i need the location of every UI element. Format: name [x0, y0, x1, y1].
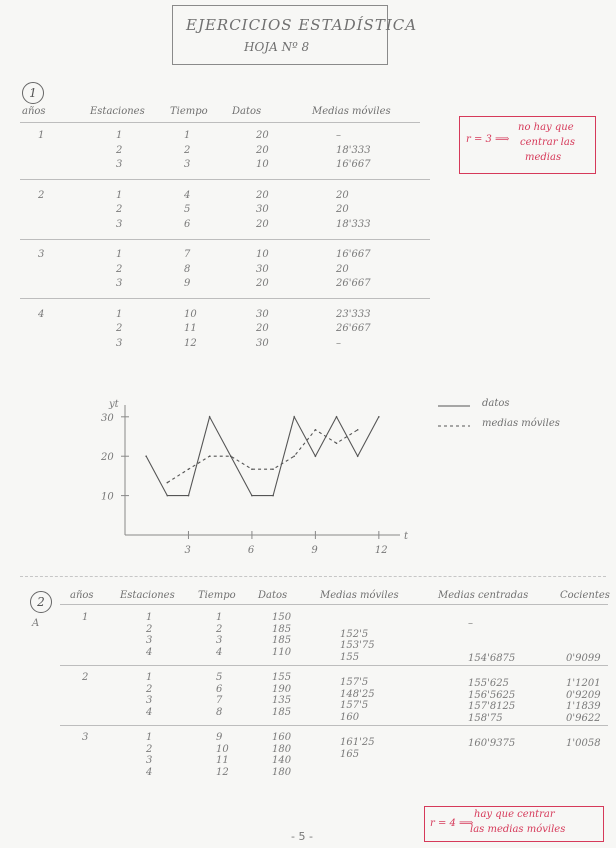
- ex2-row-dato: 190: [272, 683, 292, 695]
- ex2-row-media: 157'5: [340, 700, 369, 711]
- ex2-row-media-centrada: 155'625: [468, 678, 509, 689]
- ex1-row-estacion: 2: [116, 144, 123, 156]
- ex2-row-estacion: 4: [146, 706, 153, 718]
- note2-line2: hay que centrar: [474, 809, 555, 820]
- medias-point: [357, 429, 359, 431]
- ex2-row-tiempo: 7: [216, 695, 223, 706]
- medias-point: [336, 442, 338, 444]
- ex2-row-cociente: 1'1201: [566, 678, 601, 689]
- ex2-row-dato: 110: [272, 646, 292, 658]
- ex1-row-tiempo: 5: [184, 204, 191, 215]
- medias-point: [272, 468, 274, 470]
- ex2-row-media: 160: [340, 711, 360, 723]
- datos-point: [145, 455, 147, 457]
- ex1-row-estacion: 1: [116, 308, 123, 320]
- ex2-row-cociente: 1'0058: [566, 738, 601, 749]
- ex1-group-rule: [20, 298, 430, 299]
- ex2-row-tiempo: 1: [216, 612, 223, 623]
- ex2-row-tiempo: 2: [216, 623, 223, 635]
- ex2-row-dato: 135: [272, 695, 292, 706]
- ex1-row-estacion: 2: [116, 204, 123, 215]
- x-axis-label: t: [404, 531, 409, 542]
- ex2-row-tiempo: 10: [216, 743, 229, 755]
- note2-line1: r = 4 ⟹: [430, 818, 474, 829]
- ex2-row-cociente: 0'9209: [566, 689, 601, 701]
- ex2-row-tiempo: 5: [216, 672, 223, 683]
- ex1-row-dato: 20: [256, 130, 269, 141]
- ex1-row-dato: 30: [256, 337, 269, 349]
- ex2-row-media: 161'25: [340, 737, 375, 748]
- ex1-row-media: 23'333: [336, 308, 371, 320]
- ex2-row-estacion: 3: [146, 755, 153, 766]
- title-box: [172, 5, 388, 65]
- medias-point: [315, 429, 317, 431]
- ex2-row-tiempo: 8: [216, 706, 223, 718]
- ex1-row-estacion: 3: [116, 218, 123, 230]
- y-tick-label: 10: [101, 491, 114, 503]
- x-tick-label: 3: [184, 545, 191, 556]
- ex2-row-tiempo: 6: [216, 683, 223, 695]
- ex2-row-media: 155: [340, 651, 360, 663]
- ex2-col-header: Tiempo: [198, 590, 236, 601]
- ex2-col-header: Datos: [258, 590, 288, 601]
- ex2-row-estacion: 3: [146, 695, 153, 706]
- ex1-row-estacion: 1: [116, 189, 123, 201]
- ex1-row-media: 16'667: [336, 249, 371, 260]
- ex2-row-tiempo: 9: [216, 732, 223, 743]
- ex2-row-estacion: 4: [146, 646, 153, 658]
- ex2-row-cociente: 0'9099: [566, 652, 601, 664]
- exercise-1-number: 1: [22, 82, 44, 104]
- ex2-row-estacion: 4: [146, 766, 153, 778]
- ex1-row-tiempo: 4: [184, 189, 191, 201]
- x-tick-label: 12: [374, 545, 388, 556]
- ex1-header-rule: [20, 122, 420, 123]
- ex1-row-tiempo: 9: [184, 278, 191, 289]
- ex1-row-estacion: 3: [116, 278, 123, 289]
- y-axis-label: yt: [109, 399, 119, 410]
- ex1-row-tiempo: 11: [184, 323, 197, 334]
- datos-point: [315, 455, 317, 457]
- ex1-row-dato: 20: [256, 323, 269, 334]
- ex2-row-tiempo: 3: [216, 635, 223, 646]
- ex1-row-year: 4: [38, 308, 45, 320]
- ex1-row-media: 20: [336, 189, 349, 201]
- ex1-row-media: 18'333: [336, 218, 371, 230]
- ex2-row-dato: 155: [272, 672, 292, 683]
- ex1-row-media: 20: [336, 204, 349, 215]
- datos-point: [272, 495, 274, 497]
- legend-datos: datos: [482, 398, 510, 409]
- ex2-row-media-centrada: 154'6875: [468, 652, 516, 664]
- ex2-row-dato: 185: [272, 635, 292, 646]
- ex1-row-media: 16'667: [336, 159, 371, 170]
- ex1-row-tiempo: 10: [184, 308, 197, 320]
- section-divider: [20, 576, 606, 577]
- x-tick-label: 9: [311, 545, 318, 556]
- ex2-col-header: Medias móviles: [320, 590, 399, 601]
- ex2-row-dato: 185: [272, 706, 292, 718]
- ex1-col-header: Estaciones: [90, 106, 145, 117]
- page-subtitle: HOJA Nº 8: [244, 40, 310, 54]
- medias-point: [230, 455, 232, 457]
- y-tick-label: 30: [101, 412, 114, 424]
- ex1-group-rule: [20, 239, 430, 240]
- ex1-col-header: Medias móviles: [312, 106, 391, 117]
- ex2-row-dato: 150: [272, 612, 292, 623]
- ex2-row-estacion: 1: [146, 672, 153, 683]
- ex1-col-header: años: [22, 106, 46, 117]
- ex2-col-header: años: [70, 590, 94, 601]
- ex1-row-year: 1: [38, 130, 45, 141]
- ex2-row-estacion: 3: [146, 635, 153, 646]
- ex2-group-rule: [60, 665, 608, 666]
- ex1-row-dato: 20: [256, 278, 269, 289]
- ex1-row-media: –: [336, 337, 341, 349]
- ex1-row-estacion: 3: [116, 159, 123, 170]
- ex1-row-dato: 10: [256, 249, 269, 260]
- ex1-row-media: 20: [336, 263, 349, 275]
- ex1-row-dato: 10: [256, 159, 269, 170]
- ex2-row-media: 153'75: [340, 640, 375, 651]
- ex2-row-year: 2: [82, 672, 89, 683]
- ex2-group-rule: [60, 725, 608, 726]
- ex1-row-estacion: 2: [116, 263, 123, 275]
- note1-line4: medias: [525, 152, 562, 163]
- ex2-row-cociente: 1'1839: [566, 701, 601, 712]
- legend-medias: medias móviles: [482, 418, 560, 429]
- ex1-row-media: –: [336, 130, 341, 141]
- ex2-row-media: 152'5: [340, 628, 369, 640]
- ex1-row-dato: 20: [256, 144, 269, 156]
- datos-point: [167, 495, 169, 497]
- series-datos-line: [146, 417, 379, 496]
- ex2-row-dato: 180: [272, 743, 292, 755]
- series-medias-line: [167, 430, 357, 483]
- ex1-row-dato: 20: [256, 189, 269, 201]
- ex1-row-estacion: 1: [116, 249, 123, 260]
- medias-point: [209, 455, 211, 457]
- ex1-col-header: Tiempo: [170, 106, 208, 117]
- ex2-row-media-centrada: 157'8125: [468, 701, 516, 712]
- note1-line1: r = 3 ⟹: [466, 134, 510, 145]
- y-tick-label: 20: [101, 452, 114, 464]
- ex2-row-estacion: 1: [146, 732, 153, 743]
- ex2-row-media-centrada: 160'9375: [468, 738, 516, 749]
- note2-line3: las medias móviles: [470, 824, 566, 835]
- ex1-row-media: 26'667: [336, 278, 371, 289]
- page-title: EJERCICIOS ESTADÍSTICA: [186, 16, 418, 34]
- ex1-row-estacion: 3: [116, 337, 123, 349]
- ex2-row-media-centrada: 156'5625: [468, 689, 516, 701]
- datos-point: [336, 416, 338, 418]
- ex1-row-estacion: 2: [116, 323, 123, 334]
- ex1-row-tiempo: 2: [184, 144, 191, 156]
- ex1-row-year: 3: [38, 249, 45, 260]
- ex2-row-prefix: A: [32, 618, 40, 629]
- ex1-col-header: Datos: [232, 106, 262, 117]
- ex2-row-dato: 185: [272, 623, 292, 635]
- datos-point: [251, 495, 253, 497]
- note1-line3: centrar las: [520, 137, 575, 148]
- ex1-group-rule: [20, 179, 430, 180]
- ex1-row-media: 26'667: [336, 323, 371, 334]
- ex1-row-tiempo: 12: [184, 337, 197, 349]
- ex2-row-tiempo: 4: [216, 646, 223, 658]
- ex2-row-media: 157'5: [340, 677, 369, 688]
- medias-point: [188, 468, 190, 470]
- ex2-row-cociente: 0'9622: [566, 712, 601, 724]
- ex1-row-estacion: 1: [116, 130, 123, 141]
- medias-point: [251, 468, 253, 470]
- moving-average-chart: [0, 390, 616, 560]
- ex2-row-media: 148'25: [340, 688, 375, 700]
- ex2-row-estacion: 2: [146, 623, 153, 635]
- ex2-col-header: Medias centradas: [438, 590, 529, 601]
- ex2-row-estacion: 2: [146, 743, 153, 755]
- ex2-col-header: Cocientes: [560, 590, 610, 601]
- ex1-row-media: 18'333: [336, 144, 371, 156]
- ex2-row-estacion: 2: [146, 683, 153, 695]
- exercise-2-number: 2: [30, 591, 52, 613]
- ex1-row-dato: 30: [256, 263, 269, 275]
- medias-point: [293, 455, 295, 457]
- datos-point: [293, 416, 295, 418]
- ex2-row-media-centrada: 158'75: [468, 712, 503, 724]
- x-tick-label: 6: [247, 545, 255, 556]
- ex1-row-tiempo: 3: [184, 159, 191, 170]
- ex1-row-dato: 20: [256, 218, 269, 230]
- datos-point: [378, 416, 380, 418]
- ex2-row-dato: 160: [272, 732, 292, 743]
- ex1-row-dato: 30: [256, 204, 269, 215]
- ex2-row-dato: 180: [272, 766, 292, 778]
- ex2-row-tiempo: 12: [216, 766, 229, 778]
- ex2-row-year: 1: [82, 612, 89, 623]
- datos-point: [357, 455, 359, 457]
- datos-point: [209, 416, 211, 418]
- ex2-col-header: Estaciones: [120, 590, 175, 601]
- ex2-header-rule: [60, 604, 608, 605]
- ex1-row-tiempo: 6: [184, 218, 191, 230]
- ex2-row-tiempo: 11: [216, 755, 229, 766]
- ex2-row-media: 165: [340, 748, 360, 760]
- ex2-row-media-centrada: –: [468, 618, 473, 629]
- ex2-row-estacion: 1: [146, 612, 153, 623]
- ex1-row-dato: 30: [256, 308, 269, 320]
- page-number: - 5 -: [291, 830, 313, 843]
- ex1-row-tiempo: 1: [184, 130, 191, 141]
- ex2-row-year: 3: [82, 732, 89, 743]
- ex1-row-year: 2: [38, 189, 45, 201]
- datos-point: [188, 495, 190, 497]
- ex1-row-tiempo: 7: [184, 249, 191, 260]
- ex2-row-dato: 140: [272, 755, 292, 766]
- ex1-row-tiempo: 8: [184, 263, 191, 275]
- medias-point: [167, 482, 169, 484]
- note1-line2: no hay que: [518, 122, 574, 133]
